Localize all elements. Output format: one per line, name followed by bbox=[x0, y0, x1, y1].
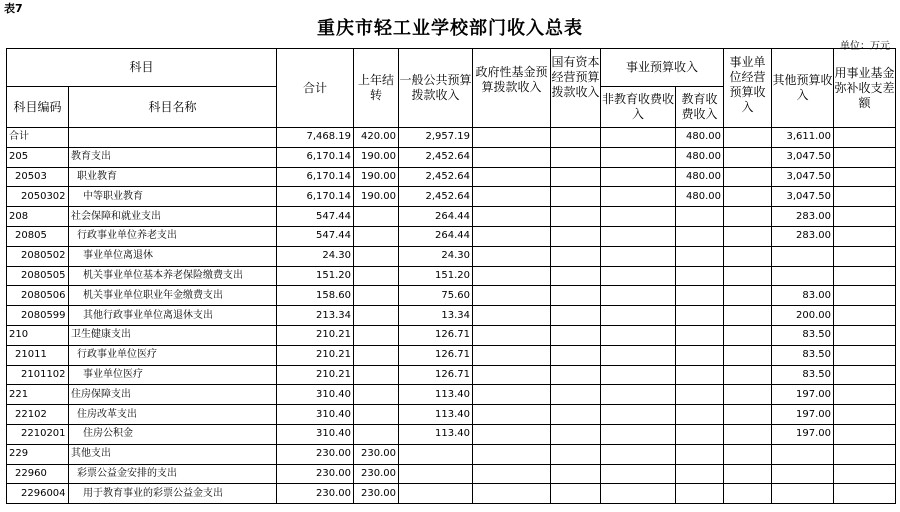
cell-other-budget: 197.00 bbox=[772, 405, 834, 425]
table-row bbox=[7, 444, 896, 464]
cell-total: 210.21 bbox=[277, 365, 354, 385]
cell-general-budget: 113.40 bbox=[399, 424, 473, 444]
cell-state-capital bbox=[551, 464, 601, 484]
cell-subject-name: 住房保障支出 bbox=[69, 385, 277, 405]
cell-other-budget: 197.00 bbox=[772, 424, 834, 444]
header-business-budget: 事业预算收入 bbox=[601, 49, 724, 87]
cell-subject-name: 教育支出 bbox=[69, 147, 277, 167]
cell-non-edu bbox=[601, 325, 676, 345]
cell-non-edu bbox=[601, 187, 676, 207]
cell-fund-offset bbox=[834, 246, 896, 266]
cell-subject-code: 2210201 bbox=[7, 424, 69, 444]
cell-other-budget bbox=[772, 266, 834, 286]
header-general-budget: 一般公共预算拨款收入 bbox=[399, 49, 473, 128]
cell-subject-name: 社会保障和就业支出 bbox=[69, 207, 277, 227]
cell-unit-operation bbox=[724, 484, 772, 504]
cell-fund-offset bbox=[834, 207, 896, 227]
cell-gov-fund bbox=[473, 128, 551, 148]
cell-fund-offset bbox=[834, 187, 896, 207]
cell-gov-fund bbox=[473, 207, 551, 227]
cell-general-budget: 2,452.64 bbox=[399, 167, 473, 187]
cell-gov-fund bbox=[473, 246, 551, 266]
cell-non-edu bbox=[601, 167, 676, 187]
cell-total: 158.60 bbox=[277, 286, 354, 306]
cell-subject-name: 中等职业教育 bbox=[69, 187, 277, 207]
cell-gov-fund bbox=[473, 444, 551, 464]
cell-gov-fund bbox=[473, 405, 551, 425]
cell-non-edu bbox=[601, 484, 676, 504]
header-fund-offset: 用事业基金弥补收支差额 bbox=[834, 49, 896, 128]
cell-subject-code: 2080502 bbox=[7, 246, 69, 266]
header-carryover: 上年结转 bbox=[354, 49, 399, 128]
cell-edu bbox=[676, 385, 724, 405]
table-row bbox=[7, 484, 896, 504]
cell-other-budget: 83.00 bbox=[772, 286, 834, 306]
cell-subject-code: 205 bbox=[7, 147, 69, 167]
cell-total: 310.40 bbox=[277, 405, 354, 425]
cell-other-budget: 3,047.50 bbox=[772, 167, 834, 187]
table-row bbox=[7, 424, 896, 444]
cell-subject-name: 机关事业单位基本养老保险缴费支出 bbox=[69, 266, 277, 286]
cell-subject-code: 229 bbox=[7, 444, 69, 464]
cell-unit-operation bbox=[724, 405, 772, 425]
cell-edu bbox=[676, 306, 724, 326]
table-row bbox=[7, 365, 896, 385]
cell-subject-code: 2080506 bbox=[7, 286, 69, 306]
cell-edu: 480.00 bbox=[676, 147, 724, 167]
cell-gov-fund bbox=[473, 226, 551, 246]
table-row bbox=[7, 385, 896, 405]
table-row bbox=[7, 266, 896, 286]
cell-subject-name: 机关事业单位职业年金缴费支出 bbox=[69, 286, 277, 306]
table-row bbox=[7, 207, 896, 227]
cell-state-capital bbox=[551, 187, 601, 207]
cell-general-budget: 13.34 bbox=[399, 306, 473, 326]
cell-gov-fund bbox=[473, 266, 551, 286]
cell-non-edu bbox=[601, 345, 676, 365]
cell-total: 24.30 bbox=[277, 246, 354, 266]
cell-state-capital bbox=[551, 424, 601, 444]
table-row bbox=[7, 345, 896, 365]
cell-fund-offset bbox=[834, 128, 896, 148]
cell-general-budget: 264.44 bbox=[399, 226, 473, 246]
cell-state-capital bbox=[551, 365, 601, 385]
cell-other-budget: 283.00 bbox=[772, 226, 834, 246]
table-row bbox=[7, 306, 896, 326]
header-unit-operation: 事业单位经营预算收入 bbox=[724, 49, 772, 128]
cell-fund-offset bbox=[834, 147, 896, 167]
table-row bbox=[7, 226, 896, 246]
cell-subject-code: 2296004 bbox=[7, 484, 69, 504]
cell-total: 310.40 bbox=[277, 385, 354, 405]
cell-non-edu bbox=[601, 385, 676, 405]
cell-edu: 480.00 bbox=[676, 167, 724, 187]
cell-subject-name: 住房公积金 bbox=[69, 424, 277, 444]
cell-general-budget: 151.20 bbox=[399, 266, 473, 286]
cell-non-edu bbox=[601, 128, 676, 148]
cell-subject-code: 208 bbox=[7, 207, 69, 227]
cell-other-budget bbox=[772, 484, 834, 504]
cell-unit-operation bbox=[724, 266, 772, 286]
cell-state-capital bbox=[551, 266, 601, 286]
cell-fund-offset bbox=[834, 226, 896, 246]
cell-subject-name: 事业单位离退休 bbox=[69, 246, 277, 266]
cell-unit-operation bbox=[724, 147, 772, 167]
cell-unit-operation bbox=[724, 306, 772, 326]
cell-non-edu bbox=[601, 266, 676, 286]
cell-gov-fund bbox=[473, 325, 551, 345]
cell-non-edu bbox=[601, 464, 676, 484]
cell-fund-offset bbox=[834, 405, 896, 425]
header-subject-code: 科目编码 bbox=[7, 87, 69, 128]
cell-other-budget: 283.00 bbox=[772, 207, 834, 227]
cell-subject-code: 20805 bbox=[7, 226, 69, 246]
cell-unit-operation bbox=[724, 325, 772, 345]
cell-subject-name: 彩票公益金安排的支出 bbox=[69, 464, 277, 484]
cell-gov-fund bbox=[473, 167, 551, 187]
cell-carryover bbox=[354, 306, 399, 326]
cell-state-capital bbox=[551, 167, 601, 187]
cell-carryover bbox=[354, 405, 399, 425]
cell-edu bbox=[676, 325, 724, 345]
cell-general-budget: 264.44 bbox=[399, 207, 473, 227]
table-row bbox=[7, 464, 896, 484]
cell-edu bbox=[676, 405, 724, 425]
cell-non-edu bbox=[601, 147, 676, 167]
cell-unit-operation bbox=[724, 365, 772, 385]
page-title: 重庆市轻工业学校部门收入总表 bbox=[317, 18, 583, 39]
cell-edu bbox=[676, 365, 724, 385]
cell-unit-operation bbox=[724, 207, 772, 227]
cell-edu bbox=[676, 226, 724, 246]
cell-gov-fund bbox=[473, 286, 551, 306]
cell-subject-code: 22960 bbox=[7, 464, 69, 484]
cell-non-edu bbox=[601, 286, 676, 306]
cell-other-budget: 83.50 bbox=[772, 345, 834, 365]
header-subject-name: 科目名称 bbox=[69, 87, 277, 128]
cell-fund-offset bbox=[834, 424, 896, 444]
cell-state-capital bbox=[551, 385, 601, 405]
cell-fund-offset bbox=[834, 286, 896, 306]
cell-fund-offset bbox=[834, 167, 896, 187]
cell-carryover bbox=[354, 365, 399, 385]
cell-subject-name: 其他支出 bbox=[69, 444, 277, 464]
cell-carryover bbox=[354, 286, 399, 306]
table-row bbox=[7, 128, 896, 148]
cell-edu bbox=[676, 266, 724, 286]
cell-fund-offset bbox=[834, 365, 896, 385]
cell-state-capital bbox=[551, 128, 601, 148]
unit-label: 单位：万元 bbox=[840, 41, 890, 52]
cell-state-capital bbox=[551, 444, 601, 464]
table-row bbox=[7, 167, 896, 187]
cell-other-budget bbox=[772, 444, 834, 464]
cell-non-edu bbox=[601, 306, 676, 326]
cell-other-budget: 83.50 bbox=[772, 365, 834, 385]
cell-total: 7,468.19 bbox=[277, 128, 354, 148]
cell-general-budget: 126.71 bbox=[399, 345, 473, 365]
cell-edu bbox=[676, 207, 724, 227]
cell-general-budget: 113.40 bbox=[399, 405, 473, 425]
cell-general-budget: 2,957.19 bbox=[399, 128, 473, 148]
cell-state-capital bbox=[551, 286, 601, 306]
cell-state-capital bbox=[551, 207, 601, 227]
cell-carryover: 420.00 bbox=[354, 128, 399, 148]
cell-carryover bbox=[354, 345, 399, 365]
table-row bbox=[7, 187, 896, 207]
cell-subject-name: 行政事业单位养老支出 bbox=[69, 226, 277, 246]
cell-edu bbox=[676, 464, 724, 484]
cell-subject-name bbox=[69, 128, 277, 148]
cell-fund-offset bbox=[834, 266, 896, 286]
cell-unit-operation bbox=[724, 345, 772, 365]
cell-subject-name: 行政事业单位医疗 bbox=[69, 345, 277, 365]
cell-total: 547.44 bbox=[277, 226, 354, 246]
cell-other-budget: 3,047.50 bbox=[772, 187, 834, 207]
header-total: 合计 bbox=[277, 49, 354, 128]
cell-non-edu bbox=[601, 405, 676, 425]
income-summary-table bbox=[6, 48, 896, 504]
cell-general-budget: 24.30 bbox=[399, 246, 473, 266]
cell-fund-offset bbox=[834, 345, 896, 365]
cell-total: 230.00 bbox=[277, 464, 354, 484]
cell-general-budget bbox=[399, 444, 473, 464]
cell-unit-operation bbox=[724, 226, 772, 246]
cell-carryover bbox=[354, 226, 399, 246]
cell-general-budget: 113.40 bbox=[399, 385, 473, 405]
cell-edu bbox=[676, 286, 724, 306]
cell-gov-fund bbox=[473, 306, 551, 326]
cell-state-capital bbox=[551, 345, 601, 365]
cell-unit-operation bbox=[724, 246, 772, 266]
cell-edu: 480.00 bbox=[676, 187, 724, 207]
cell-subject-name: 其他行政事业单位离退休支出 bbox=[69, 306, 277, 326]
cell-carryover bbox=[354, 266, 399, 286]
cell-gov-fund bbox=[473, 187, 551, 207]
cell-carryover: 190.00 bbox=[354, 167, 399, 187]
cell-subject-name: 用于教育事业的彩票公益金支出 bbox=[69, 484, 277, 504]
cell-non-edu bbox=[601, 424, 676, 444]
cell-non-edu bbox=[601, 365, 676, 385]
cell-carryover bbox=[354, 246, 399, 266]
header-subject: 科目 bbox=[7, 49, 277, 87]
cell-general-budget: 126.71 bbox=[399, 325, 473, 345]
cell-carryover: 230.00 bbox=[354, 464, 399, 484]
cell-fund-offset bbox=[834, 306, 896, 326]
cell-total: 213.34 bbox=[277, 306, 354, 326]
cell-subject-code: 210 bbox=[7, 325, 69, 345]
cell-subject-code: 2050302 bbox=[7, 187, 69, 207]
cell-edu bbox=[676, 444, 724, 464]
cell-subject-code: 21011 bbox=[7, 345, 69, 365]
cell-unit-operation bbox=[724, 128, 772, 148]
header-other-budget: 其他预算收入 bbox=[772, 49, 834, 128]
cell-general-budget: 2,452.64 bbox=[399, 187, 473, 207]
cell-other-budget: 3,047.50 bbox=[772, 147, 834, 167]
cell-fund-offset bbox=[834, 464, 896, 484]
cell-state-capital bbox=[551, 306, 601, 326]
cell-state-capital bbox=[551, 484, 601, 504]
cell-total: 230.00 bbox=[277, 484, 354, 504]
cell-unit-operation bbox=[724, 444, 772, 464]
cell-total: 547.44 bbox=[277, 207, 354, 227]
cell-carryover: 230.00 bbox=[354, 444, 399, 464]
cell-total: 6,170.14 bbox=[277, 187, 354, 207]
cell-subject-code: 22102 bbox=[7, 405, 69, 425]
header-non-edu: 非教育收费收入 bbox=[601, 87, 676, 128]
cell-gov-fund bbox=[473, 365, 551, 385]
cell-gov-fund bbox=[473, 424, 551, 444]
table-row bbox=[7, 325, 896, 345]
cell-edu bbox=[676, 484, 724, 504]
cell-total: 210.21 bbox=[277, 325, 354, 345]
cell-state-capital bbox=[551, 405, 601, 425]
cell-unit-operation bbox=[724, 167, 772, 187]
cell-subject-code: 2080505 bbox=[7, 266, 69, 286]
cell-state-capital bbox=[551, 325, 601, 345]
cell-carryover bbox=[354, 325, 399, 345]
cell-edu bbox=[676, 424, 724, 444]
cell-non-edu bbox=[601, 226, 676, 246]
cell-fund-offset bbox=[834, 444, 896, 464]
cell-other-budget: 197.00 bbox=[772, 385, 834, 405]
cell-unit-operation bbox=[724, 187, 772, 207]
cell-subject-code: 合计 bbox=[7, 128, 69, 148]
cell-subject-name: 事业单位医疗 bbox=[69, 365, 277, 385]
cell-other-budget bbox=[772, 246, 834, 266]
cell-edu: 480.00 bbox=[676, 128, 724, 148]
cell-subject-code: 2080599 bbox=[7, 306, 69, 326]
cell-other-budget: 83.50 bbox=[772, 325, 834, 345]
cell-subject-name: 住房改革支出 bbox=[69, 405, 277, 425]
cell-unit-operation bbox=[724, 464, 772, 484]
cell-unit-operation bbox=[724, 385, 772, 405]
cell-carryover bbox=[354, 385, 399, 405]
cell-subject-code: 2101102 bbox=[7, 365, 69, 385]
cell-general-budget: 2,452.64 bbox=[399, 147, 473, 167]
cell-general-budget bbox=[399, 484, 473, 504]
cell-subject-code: 221 bbox=[7, 385, 69, 405]
cell-gov-fund bbox=[473, 484, 551, 504]
cell-carryover: 230.00 bbox=[354, 484, 399, 504]
cell-subject-name: 卫生健康支出 bbox=[69, 325, 277, 345]
cell-general-budget bbox=[399, 464, 473, 484]
cell-gov-fund bbox=[473, 385, 551, 405]
cell-state-capital bbox=[551, 147, 601, 167]
cell-gov-fund bbox=[473, 345, 551, 365]
cell-carryover: 190.00 bbox=[354, 147, 399, 167]
table-row bbox=[7, 246, 896, 266]
table-row bbox=[7, 147, 896, 167]
cell-subject-code: 20503 bbox=[7, 167, 69, 187]
cell-carryover: 190.00 bbox=[354, 187, 399, 207]
cell-state-capital bbox=[551, 226, 601, 246]
cell-fund-offset bbox=[834, 484, 896, 504]
cell-fund-offset bbox=[834, 385, 896, 405]
table-number: 表7 bbox=[4, 2, 23, 15]
cell-edu bbox=[676, 345, 724, 365]
table-row bbox=[7, 405, 896, 425]
cell-gov-fund bbox=[473, 464, 551, 484]
cell-state-capital bbox=[551, 246, 601, 266]
cell-unit-operation bbox=[724, 286, 772, 306]
table-row bbox=[7, 286, 896, 306]
cell-non-edu bbox=[601, 444, 676, 464]
cell-total: 230.00 bbox=[277, 444, 354, 464]
cell-subject-name: 职业教育 bbox=[69, 167, 277, 187]
cell-unit-operation bbox=[724, 424, 772, 444]
table-body bbox=[7, 128, 896, 504]
header-edu: 教育收费收入 bbox=[676, 87, 724, 128]
cell-other-budget: 200.00 bbox=[772, 306, 834, 326]
cell-general-budget: 75.60 bbox=[399, 286, 473, 306]
cell-other-budget bbox=[772, 464, 834, 484]
cell-carryover bbox=[354, 424, 399, 444]
cell-gov-fund bbox=[473, 147, 551, 167]
cell-total: 6,170.14 bbox=[277, 147, 354, 167]
header-gov-fund: 政府性基金预算拨款收入 bbox=[473, 49, 551, 128]
cell-total: 210.21 bbox=[277, 345, 354, 365]
cell-carryover bbox=[354, 207, 399, 227]
cell-edu bbox=[676, 246, 724, 266]
cell-other-budget: 3,611.00 bbox=[772, 128, 834, 148]
cell-non-edu bbox=[601, 246, 676, 266]
cell-total: 310.40 bbox=[277, 424, 354, 444]
header-state-capital: 国有资本经营预算拨款收入 bbox=[551, 49, 601, 128]
cell-total: 6,170.14 bbox=[277, 167, 354, 187]
cell-general-budget: 126.71 bbox=[399, 365, 473, 385]
cell-total: 151.20 bbox=[277, 266, 354, 286]
cell-fund-offset bbox=[834, 325, 896, 345]
cell-non-edu bbox=[601, 207, 676, 227]
